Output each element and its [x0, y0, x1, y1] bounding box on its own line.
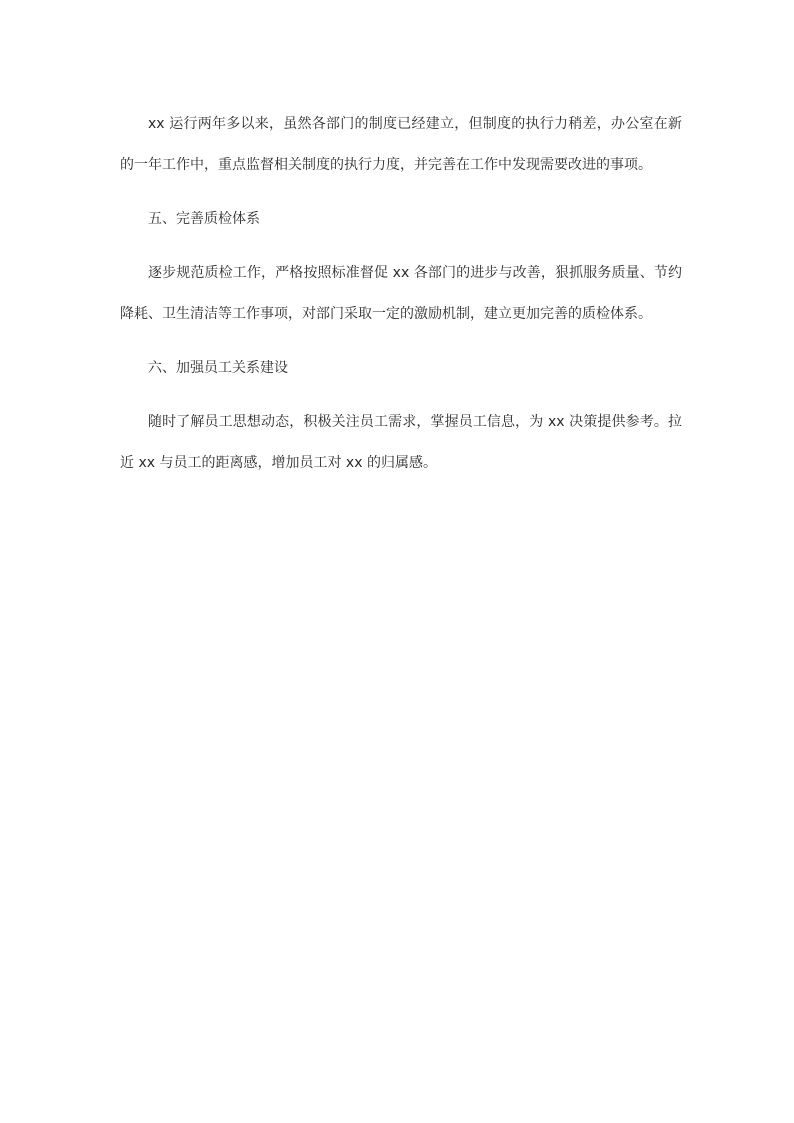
- paragraph-quality-inspection: 逐步规范质检工作，严格按照标准督促 xx 各部门的进步与改善，狠抓服务质量、节约降耗、卫生清洁等工作事项，对部门采取一定的激励机制，建立更加完善的质检体系。: [120, 265, 682, 322]
- section-heading-employee-relations: 六、加强员工关系建设: [148, 360, 288, 376]
- paragraph-employee-relations: 随时了解员工思想动态，积极关注员工需求，掌握员工信息，为 xx 决策提供参考。拉近 xx 与员工的距离感，增加员工对 xx 的归属感。: [120, 414, 682, 471]
- section-heading-quality-inspection: 五、完善质检体系: [148, 211, 260, 227]
- document-body: [120, 104, 682, 484]
- paragraph-system-enforcement: xx 运行两年多以来，虽然各部门的制度已经建立，但制度的执行力稍差，办公室在新的一年工作中，重点监督相关制度的执行力度，并完善在工作中发现需要改进的事项。: [120, 116, 682, 173]
